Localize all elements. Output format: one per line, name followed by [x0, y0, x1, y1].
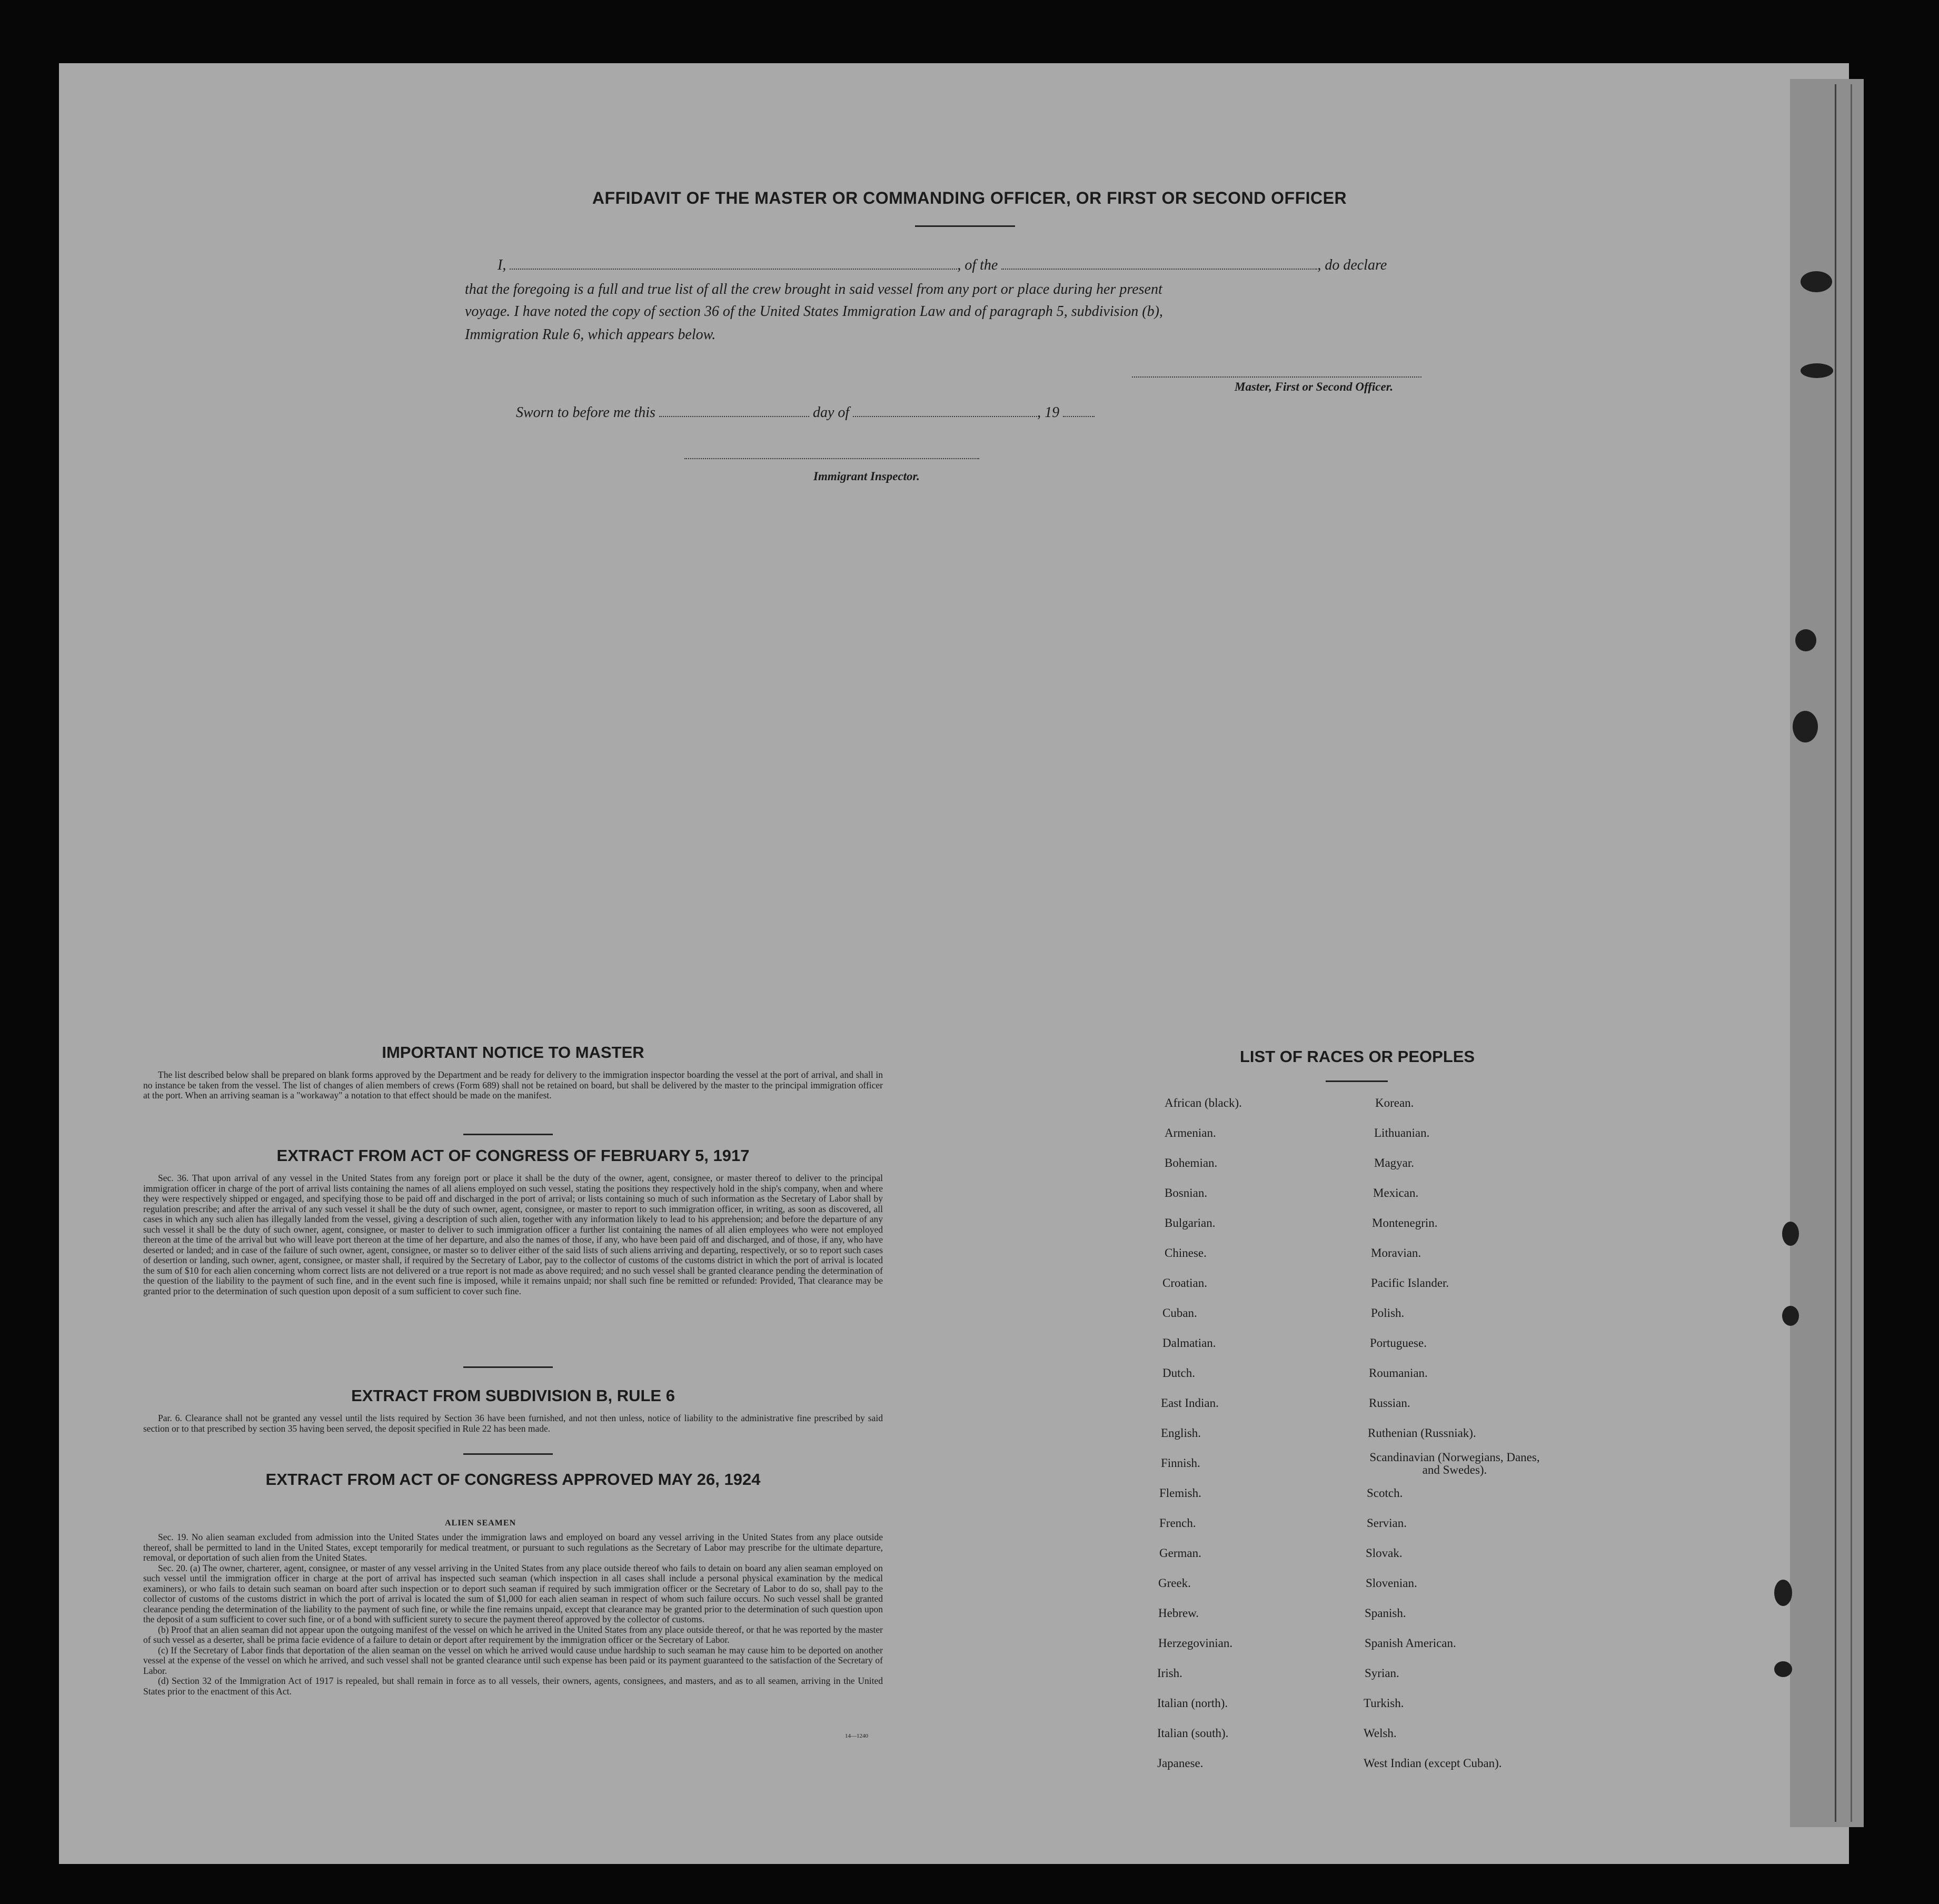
- extract-1924-body: [143, 1532, 883, 1697]
- signature-caption: Master, First or Second Officer.: [1235, 380, 1394, 393]
- sworn-month-blank[interactable]: [853, 414, 1037, 417]
- race-left: Finnish.: [1161, 1456, 1200, 1470]
- race-right: Syrian.: [1365, 1667, 1399, 1680]
- extract-rule6-title: EXTRACT FROM SUBDIVISION B, RULE 6: [351, 1386, 675, 1405]
- race-right: West Indian (except Cuban).: [1364, 1757, 1502, 1770]
- race-right: Magyar.: [1374, 1156, 1415, 1169]
- sec-20b-text: (b) Proof that an alien seaman did not appear upon the outgoing manifest of the vessel on which he arrived in the United States from any place outside thereof, or that he was reported by the master of such vessel as a deserter, shall be prima facie evidence of a failure to detain or deport after requirement by the immigration officer or the Secretary of Labor.: [143, 1624, 883, 1645]
- page-edge: [1790, 79, 1864, 1827]
- race-left: French.: [1159, 1516, 1196, 1530]
- sec-20a-text: Sec. 20. (a) The owner, charterer, agent, consignee, or master of any vessel arriving in the United States from any place outside thereof who fails to detain on board any alien seaman employed on such vessel until the immigration officer in charge at the port of arrival has inspected such seaman (which inspection in all cases shall include a personal physical examination by the medical examiners), or who fails to detain such seaman on board after such inspection or to deport such seaman if required by such immigration officer or the Secretary of Labor to do so, shall pay to the collector of customs of the customs district in which the port of arrival is located the sum of $1,000 for each alien seaman in respect of whom such failure occurs. No such vessel shall be granted clearance pending the determination of the liability to the payment of such fine, or while the fine remains unpaid, except that clearance may be granted prior to the determination of such question upon the deposit of a sum sufficient to cover such fine, or of a bond with sufficient surety to secure the payment thereof approved by the collector of customs.: [143, 1562, 883, 1624]
- race-left: Bosnian.: [1165, 1186, 1208, 1199]
- race-left: Italian (north).: [1157, 1697, 1228, 1710]
- notice-title: IMPORTANT NOTICE TO MASTER: [382, 1043, 644, 1062]
- race-left: Japanese.: [1157, 1757, 1204, 1770]
- affidavit-line-4: Immigration Rule 6, which appears below.: [465, 326, 716, 343]
- race-right: Portuguese.: [1370, 1336, 1427, 1350]
- sec-20c-text: (c) If the Secretary of Labor finds that deportation of the alien seaman on the vessel on which he arrived would cause undue hardship to such seaman he may cause him to be deported on another vessel at the expense of the vessel on which he arrived, and such vessel shall not be granted clearance until such expense has been paid or its payment guaranteed to the satisfaction of the Secretary of Labor.: [143, 1644, 883, 1676]
- sworn-line: [516, 404, 1095, 421]
- race-right: Spanish American.: [1365, 1637, 1456, 1650]
- race-right: Moravian.: [1371, 1246, 1421, 1260]
- race-left: Cuban.: [1162, 1306, 1197, 1320]
- race-right: Spanish.: [1365, 1607, 1406, 1620]
- race-right: Ruthenian (Russniak).: [1368, 1426, 1476, 1440]
- race-left: Flemish.: [1159, 1486, 1201, 1500]
- race-left: Italian (south).: [1157, 1727, 1229, 1740]
- race-right: Lithuanian.: [1374, 1126, 1430, 1139]
- sworn-prefix: Sworn to before me this: [516, 404, 655, 421]
- inspector-caption: Immigrant Inspector.: [813, 470, 920, 483]
- bleed-through: [295, 463, 1622, 497]
- race-right: Slovenian.: [1366, 1576, 1417, 1590]
- race-right: Polish.: [1371, 1306, 1405, 1320]
- race-left: Armenian.: [1165, 1126, 1216, 1139]
- inspector-signature-line[interactable]: [684, 458, 979, 459]
- race-right: Korean.: [1375, 1096, 1414, 1109]
- extract-1924-title: EXTRACT FROM ACT OF CONGRESS APPROVED MAY 26, 1924: [265, 1470, 761, 1489]
- race-right: Scotch.: [1367, 1486, 1403, 1500]
- affidavit-of: , of the: [957, 257, 998, 273]
- race-left: African (black).: [1165, 1096, 1242, 1109]
- section-rule: [463, 1453, 553, 1455]
- race-right: Montenegrin.: [1372, 1216, 1438, 1229]
- punch-hole: [1774, 1661, 1792, 1677]
- section-rule: [463, 1134, 553, 1135]
- race-left: Dutch.: [1162, 1366, 1195, 1380]
- race-right: Russian.: [1369, 1396, 1410, 1410]
- extract-1917-text: Sec. 36. That upon arrival of any vessel in the United States from any foreign port or place it shall be the duty of the owner, agent, consignee, or master thereof to deliver to the principal immigration officer in charge of the port of arrival lists containing the names of all aliens employed on such vessel, stating the positions they respectively hold in the ship's company, when and where they were respectively shipped or engaged, and specifying those to be paid off and discharged in the port of arrival; or lists containing so much of such information as the Secretary of Labor shall by regulation prescribe; and after the arrival of any such vessel it shall be the duty of such owner, agent, consignee, or master to report to such immigration officer, in writing, as soon as discovered, all cases in which any such alien has illegally landed from the vessel, giving a description of such alien, together with any information likely to lead to his apprehension; and before the departure of any such vessel it shall be the duty of such owner, agent, consignee, or master to deliver to such immigration officer a further list containing the names of all alien employees who were not employed thereon at the time of the arrival but who will leave port thereon at the time of her departure, and also the names of those, if any, who have been paid off and discharged, and of those, if any, who have deserted or landed; and in case of the failure of such owner, agent, consignee, or master so to deliver either of the said lists of such aliens arriving and departing, respectively, or so to report such cases of desertion or landing, such owner, agent, consignee, or master shall, if required by the Secretary of Labor, pay to the collector of customs of the customs district in which the port of arrival is located the sum of $10 for each alien concerning whom correct lists are not delivered or a true report is not made as above required; and no such vessel shall be granted clearance pending the determination of the question of the liability to the payment of such fine, and in the event such fine is imposed, while it remains unpaid; nor shall such fine be remitted or refunded: Provided, That clearance may be granted prior to the determination of such question upon deposit of a sum sufficient to cover such fine.: [143, 1173, 883, 1296]
- race-right: Turkish.: [1364, 1697, 1404, 1710]
- punch-hole: [1782, 1222, 1799, 1246]
- name-blank[interactable]: [510, 266, 957, 270]
- race-right: Welsh.: [1364, 1727, 1397, 1740]
- punch-hole: [1801, 363, 1833, 378]
- race-left: Croatian.: [1162, 1276, 1207, 1290]
- race-right: Mexican.: [1373, 1186, 1419, 1199]
- race-left: Chinese.: [1165, 1246, 1207, 1260]
- race-left: Dalmatian.: [1162, 1336, 1216, 1350]
- sworn-year-label: , 19: [1037, 404, 1060, 421]
- races-rule: [1326, 1080, 1388, 1082]
- race-left: Herzegovinian.: [1158, 1637, 1233, 1650]
- signature-line[interactable]: [1132, 376, 1421, 378]
- sworn-day-label: day of: [812, 404, 850, 421]
- title-rule: [915, 225, 1015, 227]
- affidavit-i: I,: [498, 257, 506, 273]
- punch-hole: [1793, 711, 1818, 742]
- position-blank[interactable]: [1001, 266, 1317, 270]
- affidavit-line-1: [498, 257, 1387, 274]
- punch-hole: [1795, 629, 1816, 651]
- affidavit-declare: , do declare: [1317, 257, 1387, 273]
- notice-text: The list described below shall be prepared on blank forms approved by the Department and be ready for delivery to the immigration inspector boarding the vessel at the port of arrival, and shall in no instance be taken from the vessel. The list of changes of alien members of crews (Form 689) shall not be retained on board, but shall be delivered by the master to the principal immigration officer at the port. When an arriving seaman is a "workaway" a notation to that effect should be made on the manifest.: [143, 1069, 883, 1100]
- margin-line: [1851, 84, 1852, 1822]
- section-rule: [463, 1366, 553, 1368]
- race-right: Roumanian.: [1369, 1366, 1428, 1380]
- race-right: Pacific Islander.: [1371, 1276, 1449, 1290]
- sworn-year-blank[interactable]: [1063, 414, 1095, 417]
- affidavit-title: AFFIDAVIT OF THE MASTER OR COMMANDING OFFICER, OR FIRST OR SECOND OFFICER: [592, 189, 1347, 207]
- race-left: Bulgarian.: [1165, 1216, 1216, 1229]
- race-left: German.: [1159, 1546, 1201, 1560]
- race-left: Greek.: [1158, 1576, 1191, 1590]
- race-left: Irish.: [1157, 1667, 1182, 1680]
- affidavit-line-2: that the foregoing is a full and true list of all the crew brought in said vessel from any port or place during her present: [465, 281, 1162, 298]
- sec-20d-text: (d) Section 32 of the Immigration Act of 1917 is repealed, but shall remain in force as to all vessels, their owners, agents, consignees, and masters, and as to all seamen, arriving in the United States prior to the enactment of this Act.: [143, 1675, 883, 1697]
- race-right: Slovak.: [1366, 1546, 1403, 1560]
- extract-1917-title: EXTRACT FROM ACT OF CONGRESS OF FEBRUARY 5, 1917: [276, 1146, 750, 1165]
- sec-19-text: Sec. 19. No alien seaman excluded from admission into the United States under the immigration laws and employed on board any vessel arriving in the United States from any place outside thereof, shall be permitted to land in the United States, except temporarily for medical treatment, or pursuant to such regulations as the Secretary of Labor may prescribe for the ultimate departure, removal, or deportation of such alien from the United States.: [143, 1532, 883, 1563]
- alien-seamen-heading: ALIEN SEAMEN: [445, 1519, 516, 1528]
- punch-hole: [1801, 271, 1832, 292]
- race-left: Bohemian.: [1165, 1156, 1218, 1169]
- extract-rule6-text: Par. 6. Clearance shall not be granted any vessel until the lists required by Section 36 have been furnished, and not then unless, notice of liability to the administrative fine prescribed by said section or to that prescribed by section 35 having been served, the deposit specified in Rule 22 has been made.: [143, 1413, 883, 1434]
- margin-line: [1835, 84, 1836, 1822]
- race-left: Hebrew.: [1158, 1607, 1199, 1620]
- punch-hole: [1782, 1306, 1799, 1326]
- races-title: LIST OF RACES OR PEOPLES: [1240, 1047, 1475, 1066]
- race-left: East Indian.: [1161, 1396, 1219, 1410]
- race-right: Servian.: [1367, 1516, 1407, 1530]
- race-right: Scandinavian (Norwegians, Danes, and Swedes).: [1369, 1451, 1540, 1476]
- affidavit-line-3: voyage. I have noted the copy of section 36 of the United States Immigration Law and of paragraph 5, subdivision (b),: [465, 303, 1163, 320]
- form-number: 14—1240: [845, 1733, 868, 1739]
- race-left: English.: [1161, 1426, 1201, 1440]
- punch-hole: [1774, 1580, 1792, 1606]
- sworn-day-blank[interactable]: [659, 414, 809, 417]
